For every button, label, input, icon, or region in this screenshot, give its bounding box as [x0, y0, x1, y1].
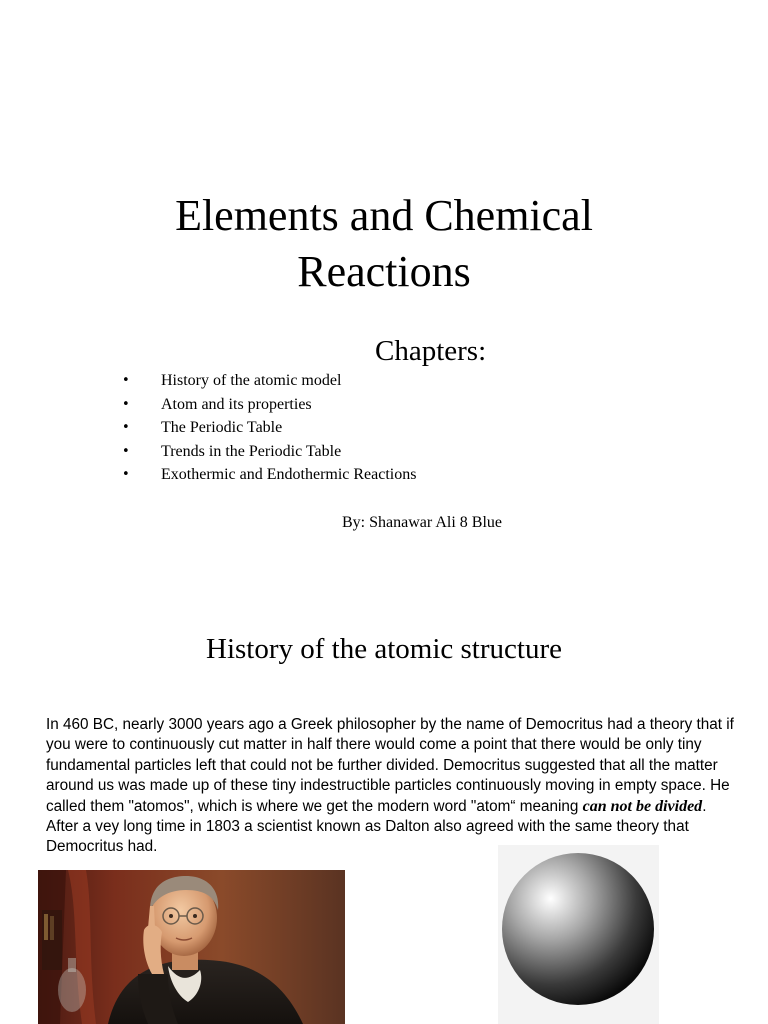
sphere-illustration — [498, 845, 659, 1024]
portrait-illustration — [38, 870, 345, 1024]
author-byline: By: Shanawar Ali 8 Blue — [342, 514, 502, 531]
chapter-label: History of the atomic model — [161, 372, 342, 389]
section-heading: History of the atomic structure — [206, 633, 562, 665]
chapter-label: The Periodic Table — [161, 419, 283, 437]
list-item — [122, 440, 416, 464]
bullet-icon: • — [122, 420, 130, 436]
chapter-list — [122, 369, 416, 487]
dalton-portrait-image — [38, 870, 345, 1024]
atom-sphere-image — [498, 845, 659, 1024]
list-item — [122, 393, 416, 417]
chapter-label: Trends in the Periodic Table — [161, 442, 342, 460]
chapter-label: Exothermic and Endothermic Reactions — [161, 466, 417, 484]
slide-title-line-1: Elements and Chemical — [175, 191, 593, 240]
chapters-heading: Chapters: — [375, 335, 487, 367]
bullet-icon: • — [122, 373, 130, 388]
bullet-icon: • — [122, 396, 130, 412]
paragraph-text-part-2: . After a vey long time in 1803 a scientist known as Dalton also agreed with the same theory that Democritus had. — [46, 797, 707, 856]
slide-title-line-2: Reactions — [297, 247, 471, 296]
list-item — [122, 416, 416, 440]
history-paragraph — [46, 715, 736, 858]
bullet-icon: • — [122, 443, 130, 459]
chapter-label: Atom and its properties — [161, 395, 312, 413]
list-item — [122, 463, 416, 487]
paragraph-emphasis: can not be divided — [582, 797, 703, 815]
paragraph-text-part-1: In 460 BC, nearly 3000 years ago a Greek philosopher by the name of Democritus had a theory that if you were to continuously cut matter in half there would come a point that there would be only tiny fundamental particles left that could not be further divided. Democritus suggested that all the matter around us was made up of these tiny indestructible particles continuously moving in empty space. He called them "atomos", which is where we get the modern word "atom“ meaning — [46, 716, 734, 815]
bullet-icon: • — [122, 467, 130, 483]
list-item — [122, 369, 416, 393]
slide-title — [0, 188, 768, 300]
